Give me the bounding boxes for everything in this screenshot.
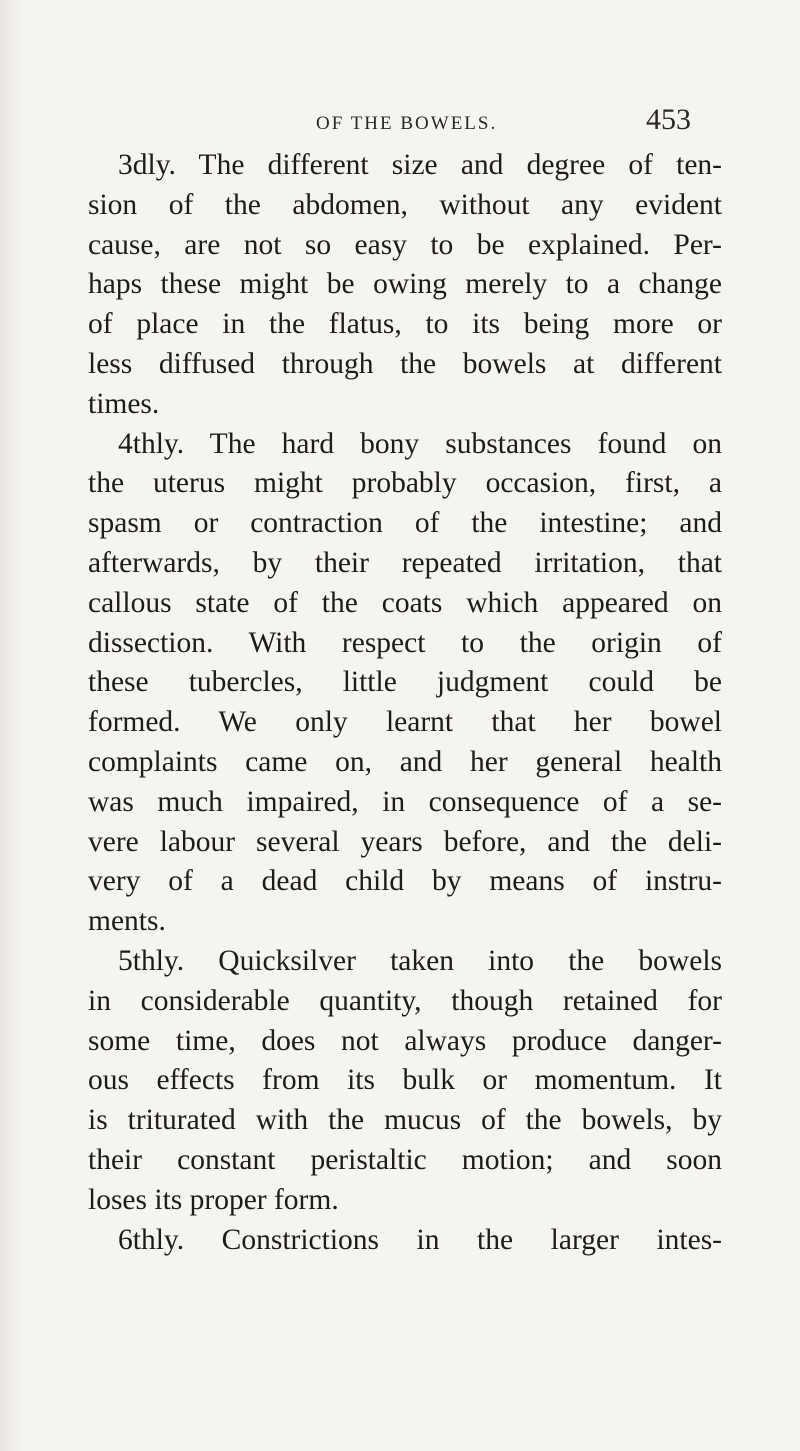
text-line: the uterus might probably occasion, first, a bbox=[88, 467, 722, 500]
text-line: ous effects from its bulk or momentum. It bbox=[88, 1064, 722, 1097]
text-line: in considerable quantity, though retained for bbox=[88, 984, 722, 1017]
text-line: formed. We only learnt that her bowel bbox=[88, 706, 722, 739]
text-line: their constant peristaltic motion; and soon bbox=[88, 1143, 722, 1176]
text-line: cause, are not so easy to be explained. Per- bbox=[88, 228, 722, 261]
text-line: loses its proper form. bbox=[88, 1183, 339, 1216]
text-line: was much impaired, in consequence of a se- bbox=[88, 785, 722, 818]
text-line: of place in the flatus, to its being more or bbox=[88, 308, 722, 341]
text-line: less diffused through the bowels at different bbox=[88, 347, 722, 380]
running-head: OF THE BOWELS. bbox=[316, 113, 498, 134]
text-line: vere labour several years before, and the deli- bbox=[88, 825, 722, 858]
text-line: very of a dead child by means of instru- bbox=[88, 865, 722, 898]
text-line: 6thly. Constrictions in the larger intes- bbox=[118, 1223, 722, 1256]
text-line: 3dly. The different size and degree of ten- bbox=[118, 149, 722, 181]
text-line: ments. bbox=[88, 905, 166, 938]
text-line: dissection. With respect to the origin of bbox=[88, 626, 722, 659]
page-header bbox=[0, 103, 800, 143]
text-line: 5thly. Quicksilver taken into the bowels bbox=[118, 944, 722, 977]
text-line: these tubercles, little judgment could be bbox=[88, 666, 722, 699]
page-number: 453 bbox=[646, 103, 691, 136]
body-text bbox=[88, 146, 722, 1260]
text-line: is triturated with the mucus of the bowels, by bbox=[88, 1104, 722, 1137]
text-line: afterwards, by their repeated irritation, that bbox=[88, 546, 722, 579]
text-line: callous state of the coats which appeared on bbox=[88, 586, 722, 619]
text-line: some time, does not always produce danger- bbox=[88, 1024, 722, 1057]
text-line: haps these might be owing merely to a change bbox=[88, 268, 722, 301]
page-gutter-shadow bbox=[0, 0, 22, 1451]
text-line: sion of the abdomen, without any evident bbox=[88, 188, 722, 221]
text-line: 4thly. The hard bony substances found on bbox=[118, 427, 722, 460]
text-line: times. bbox=[88, 387, 160, 420]
text-line: spasm or contraction of the intestine; and bbox=[88, 507, 722, 540]
text-line: complaints came on, and her general health bbox=[88, 745, 722, 778]
